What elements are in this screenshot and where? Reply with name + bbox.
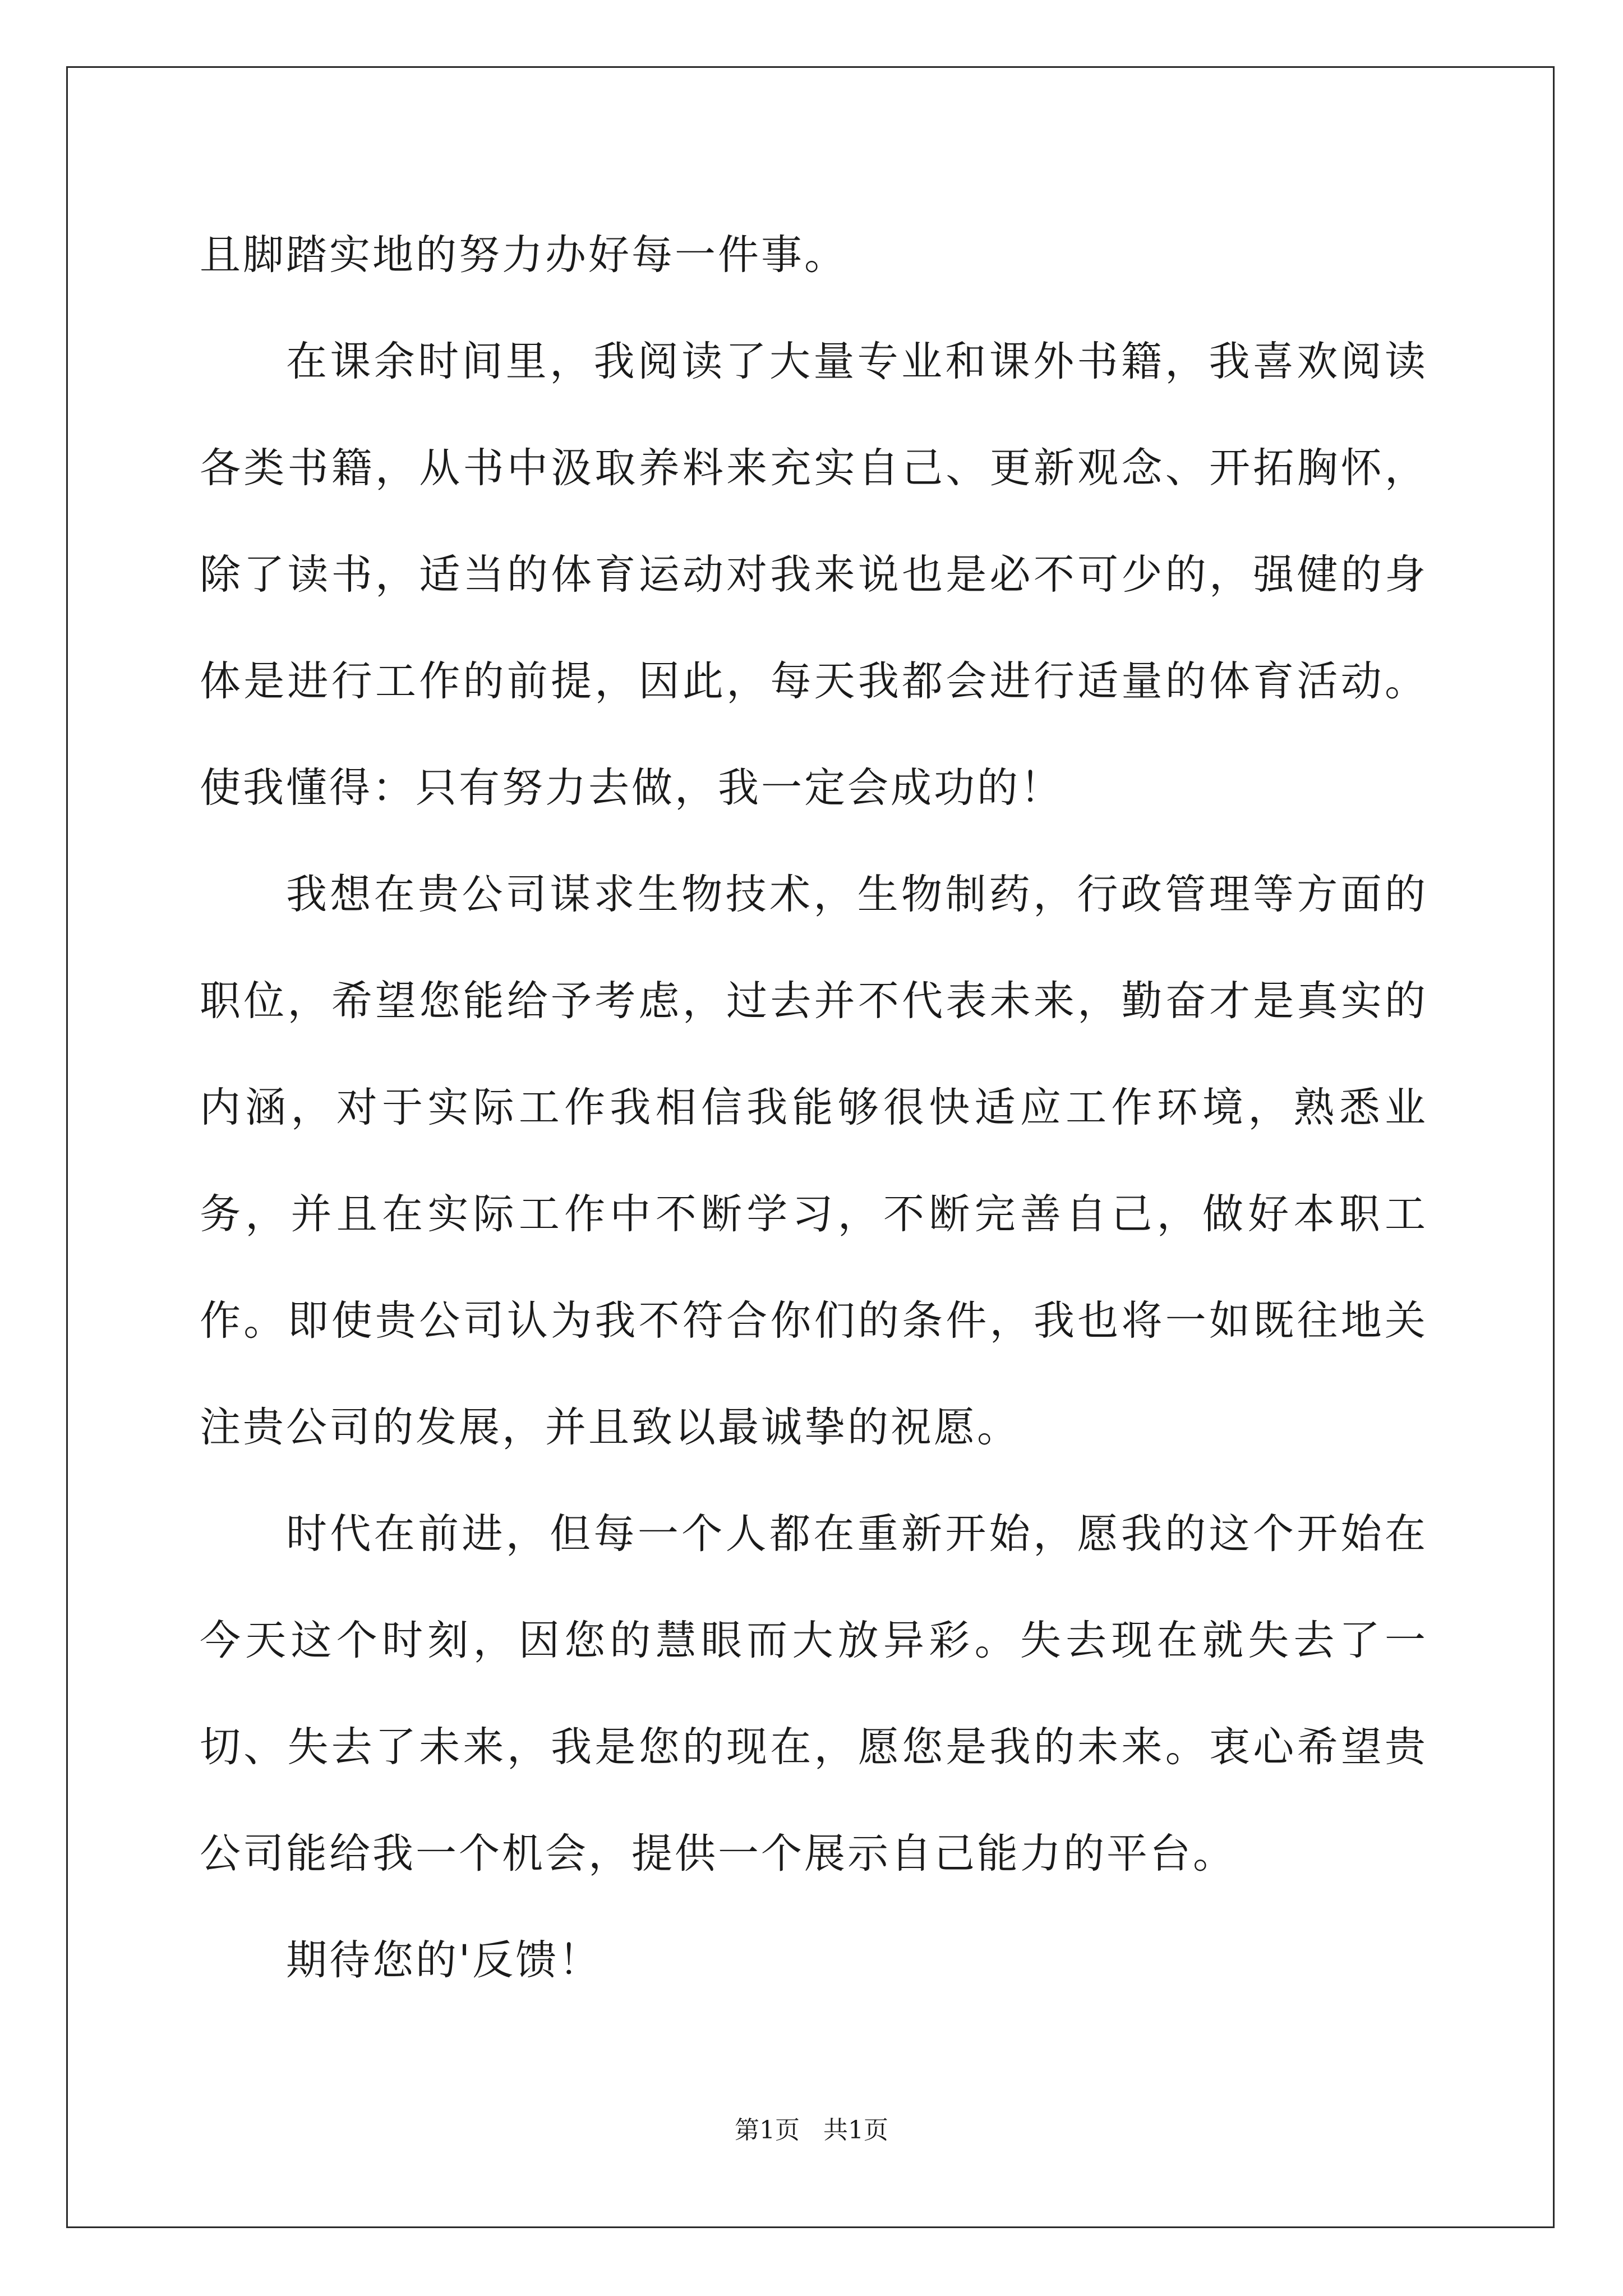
page-footer <box>0 2114 1623 2147</box>
paragraph-4: 时代在前进，但每一个人都在重新开始，愿我的这个开始在今天这个时刻，因您的慧眼而大放异彩。失去现在就失去了一切、失去了未来，我是您的现在，愿您是我的未来。衷心希望贵公司能给我一个机会，提供一个展示自己能力的平台。 <box>200 1510 1428 1878</box>
document-body <box>200 202 1428 2014</box>
paragraph-1: 且脚踏实地的努力办好每一件事。 <box>200 231 847 279</box>
footer-separator <box>800 2116 823 2145</box>
page-number: 第1页 <box>735 2116 800 2145</box>
page-total: 共1页 <box>823 2116 888 2145</box>
paragraph-3: 我想在贵公司谋求生物技术，生物制药，行政管理等方面的职位，希望您能给予考虑，过去并不代表未来，勤奋才是真实的内涵，对于实际工作我相信我能够很快适应工作环境，熟悉业务，并且在实际工作中不断学习，不断完善自己，做好本职工作。即使贵公司认为我不符合你们的条件，我也将一如既往地关注贵公司的发展，并且致以最诚挚的祝愿。 <box>200 871 1428 1451</box>
paragraph-5: 期待您的'反馈！ <box>286 1936 602 1984</box>
paragraph-2: 在课余时间里，我阅读了大量专业和课外书籍，我喜欢阅读各类书籍，从书中汲取养料来充实自己、更新观念、开拓胸怀，除了读书，适当的体育运动对我来说也是必不可少的，强健的身体是进行工作的前提，因此，每天我都会进行适量的体育活动。使我懂得：只有努力去做，我一定会成功的！ <box>200 338 1428 812</box>
